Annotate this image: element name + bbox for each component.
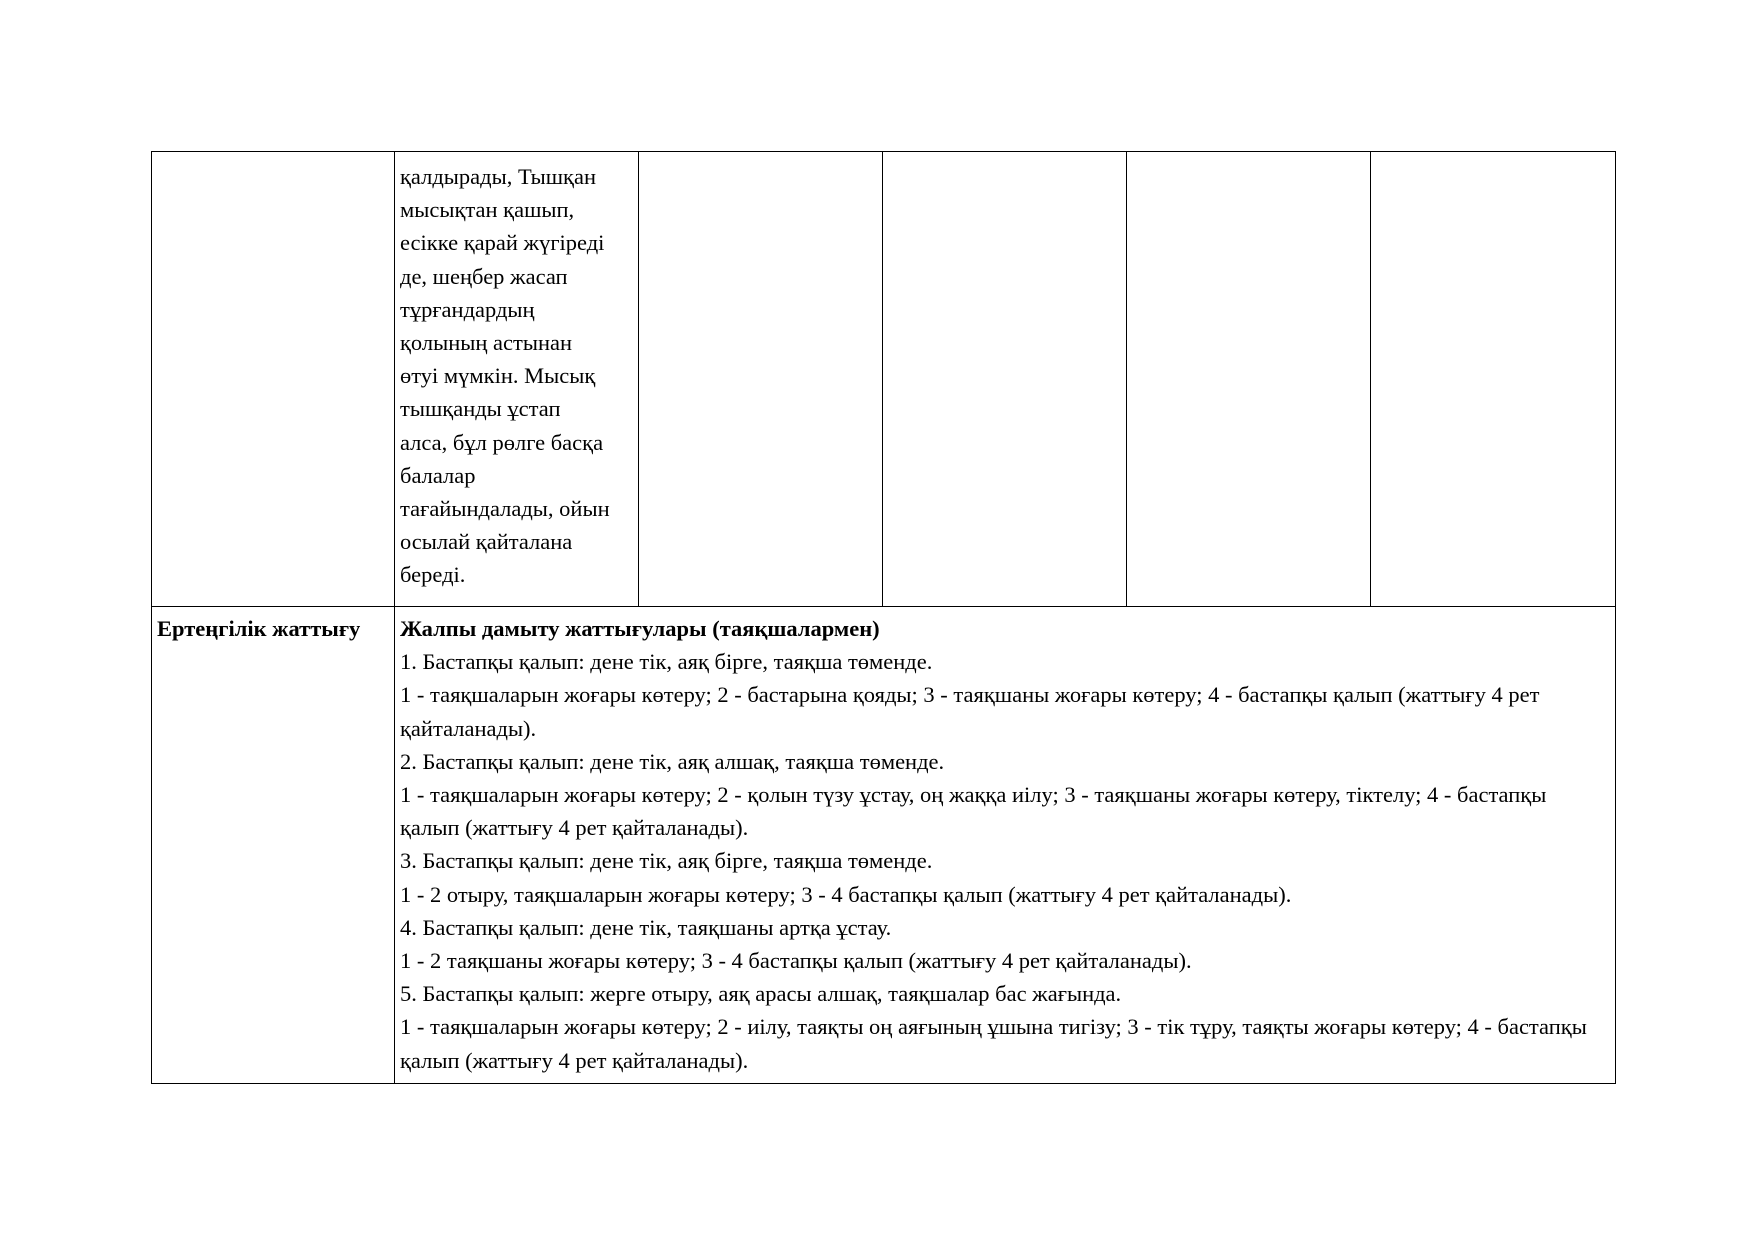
row-label-morning-exercise: Ертеңгілік жаттығу [157, 616, 361, 641]
exercise-content-cell [395, 607, 1616, 1084]
exercise-title: Жалпы дамыту жаттығулары (таяқшалармен) [400, 616, 880, 641]
exercise-line: 3. Бастапқы қалып: дене тік, аяқ бірге, таяқша төменде. [400, 848, 933, 874]
empty-cell-3 [1127, 152, 1371, 607]
exercise-line: 1 - 2 таяқшаны жоғары көтеру; 3 - 4 бастапқы қалып (жаттығу 4 рет қайталанады). [400, 948, 1192, 974]
exercise-line: 2. Бастапқы қалып: дене тік, аяқ алшақ, таяқша төменде. [400, 748, 945, 774]
exercise-line: 1 - таяқшаларын жоғары көтеру; 2 - қолын түзу ұстау, оң жаққа иілу; 3 - таяқшаны жоғары көтеру, тіктелу; 4 - бастапқы қалып (жаттығу 4 рет қайталанады). [400, 782, 1547, 841]
exercise-line: 5. Бастапқы қалып: жерге отыру, аяқ арасы алшақ, таяқшалар бас жағында. [400, 981, 1122, 1007]
exercise-line: 1. Бастапқы қалып: дене тік, аяқ бірге, таяқша төменде. [400, 649, 933, 675]
schedule-table [151, 151, 1616, 1084]
empty-cell-1 [639, 152, 883, 607]
exercise-line: 1 - таяқшаларын жоғары көтеру; 2 - иілу, таяқты оң аяғының ұшына тигізу; 3 - тік тұру, таяқты жоғары көтеру; 4 - бастапқы қалып (жаттығу 4 рет қайталанады). [400, 1014, 1587, 1073]
game-description-text: қалдырады, Тышқан мысықтан қашып, есікке қарай жүгіреді де, шеңбер жасап тұрғандардың қолының астынан өтуі мүмкін. Мысық тышқанды ұстап алса, бұл рөлге басқа балалар тағайындалады, ойын осылай қайталана береді. [400, 164, 610, 588]
table-row-morning-exercise [152, 607, 1616, 1084]
empty-cell-2 [883, 152, 1127, 607]
exercise-line: 4. Бастапқы қалып: дене тік, таяқшаны артқа ұстау. [400, 914, 892, 940]
exercise-line: 1 - таяқшаларын жоғары көтеру; 2 - бастарына қояды; 3 - таяқшаны жоғары көтеру; 4 - бастапқы қалып (жаттығу 4 рет қайталанады). [400, 682, 1540, 741]
row-label-cell-empty [152, 152, 395, 607]
exercise-line: 1 - 2 отыру, таяқшаларын жоғары көтеру; 3 - 4 бастапқы қалып (жаттығу 4 рет қайталанады). [400, 881, 1292, 907]
game-description-cell [395, 152, 639, 607]
row-label-cell [152, 607, 395, 1084]
empty-cell-4 [1371, 152, 1616, 607]
table-row-game [152, 152, 1616, 607]
